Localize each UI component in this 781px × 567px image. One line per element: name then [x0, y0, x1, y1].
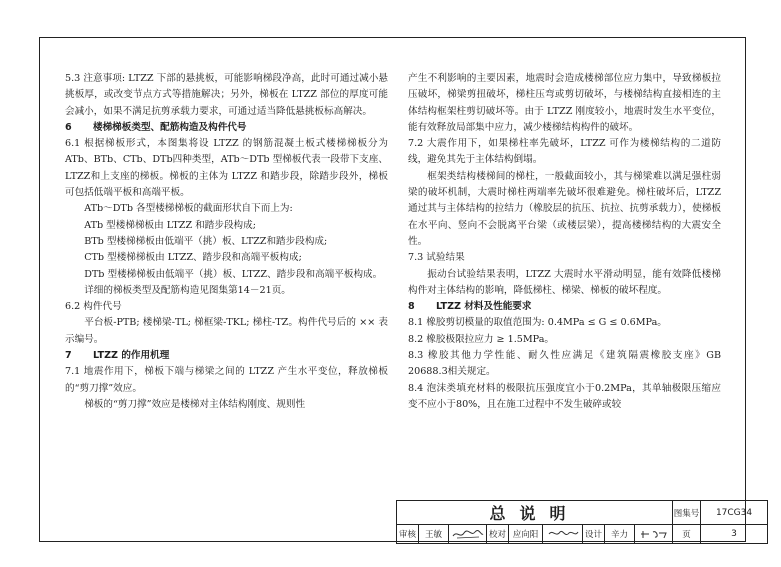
- title-cell: [397, 501, 673, 525]
- design-label: 设计: [583, 525, 605, 544]
- left-column: [65, 71, 388, 413]
- paragraph: 8.1 橡胶剪切模量的取值范围为: 0.4MPa ≤ G ≤ 0.6MPa。: [408, 317, 667, 329]
- right-column: [408, 71, 721, 413]
- paragraph: 5.3 注意事项: LTZZ 下部的悬挑板，可能影响梯段净高，此时可通过减小悬挑板厚，或改变节点方式等措施解决；另外，梯板在 LTZZ 部位的厚度可能会减小，如果不满足抗剪承载力要求，可通过适当降低悬挑板标高解决。: [65, 73, 388, 117]
- paragraph: 产生不利影响的主要因素，地震时会造成楼梯部位应力集中，导致梯板拉压破坏，梯梁剪扭破坏，梯柱压弯或剪切破坏，与楼梯结构直接相连的主体结构框架柱剪切破坏等。由于 LTZZ 刚度较小，地震时发生水平变位，能有效释放局部集中应力，减少楼梯结构构件的破坏。: [408, 73, 721, 133]
- paragraph: 6.2 构件代号: [65, 301, 122, 313]
- section-number: 7: [65, 350, 72, 362]
- designer-signature: [635, 525, 673, 544]
- paragraph: BTb 型楼梯梯板由低端平（挑）板、LTZZ和踏步段构成;: [84, 235, 328, 247]
- paragraph: ATb 型楼梯梯板由 LTZZ 和踏步段构成;: [84, 219, 256, 231]
- paragraph: ATb～DTb 各型楼梯梯板的截面形状自下而上为:: [84, 203, 293, 215]
- page-label: 页: [673, 525, 701, 544]
- drawing-frame: [39, 37, 753, 542]
- atlas-number: 17CG34: [701, 501, 768, 525]
- review-label: 审核: [397, 525, 419, 544]
- section-heading: [65, 120, 388, 136]
- paragraph: 8.2 橡胶极限拉应力 ≥ 1.5MPa。: [408, 333, 555, 345]
- paragraph: DTb 型楼梯梯板由低端平（挑）板、LTZZ、踏步段和高端平板构成。: [84, 268, 383, 280]
- page-number: 3: [701, 525, 768, 544]
- paragraph: 详细的梯板类型及配筋构造见图集第14－21页。: [84, 284, 291, 296]
- title-block: [396, 500, 753, 543]
- reviewer-name: 王敏: [419, 525, 449, 544]
- reviewer-signature: [449, 525, 487, 544]
- section-title: LTZZ 的作用机理: [93, 350, 170, 362]
- paragraph: 框架类结构楼梯间的梯柱，一般截面较小，其与梯梁难以满足强柱弱梁的破坏机制，大震时梯柱两端率先破坏很难避免。梯柱破坏后，LTZZ 通过其与主体结构的拉结力（橡胶层的抗压、抗拉、抗剪承载力），使梯板在水平向、竖向不会脱离平台梁（或楼层梁），提高楼梯结构的大震安全性。: [408, 170, 721, 247]
- paragraph: 梯板的“剪刀撑”效应是楼梯对主体结构刚度、规则性: [84, 398, 306, 410]
- paragraph: 7.2 大震作用下，如果梯柱率先破坏，LTZZ 可作为楼梯结构的二道防线，避免其先于主体结构倒塌。: [408, 138, 721, 166]
- designer-name: 辛力: [605, 525, 635, 544]
- section-number: 6: [65, 121, 72, 133]
- proof-label: 校对: [487, 525, 509, 544]
- section-title: LTZZ 材料及性能要求: [436, 301, 532, 313]
- section-heading: [408, 299, 721, 315]
- section-number: 8: [408, 301, 415, 313]
- proofer-signature: [543, 525, 583, 544]
- paragraph: 平台板-PTB; 楼梯梁-TL; 梯框梁-TKL; 梯柱-TZ。构件代号后的 ×× 表示编号。: [65, 317, 388, 345]
- paragraph: 6.1 根据梯板形式，本图集将设 LTZZ 的钢筋混凝土板式楼梯梯板分为ATb、BTb、CTb、DTb四种类型，ATb～DTb 型梯板代表一段带下支座、LTZZ和上支座的梯板。梯板的主体为 LTZZ 和踏步段，除踏步段外，梯板可包括低端平板和高端平板。: [65, 138, 388, 199]
- paragraph: 7.3 试验结果: [408, 252, 465, 264]
- section-title: 楼梯梯板类型、配筋构造及构件代号: [93, 121, 247, 133]
- page-title: 总说明: [489, 504, 580, 523]
- paragraph: 7.1 地震作用下，梯板下端与梯梁之间的 LTZZ 产生水平变位，释放梯板的“剪刀撑”效应。: [65, 366, 388, 394]
- paragraph: 振动台试验结果表明，LTZZ 大震时水平滑动明显，能有效降低楼梯构件对主体结构的影响，降低梯柱、梯梁、梯板的破坏程度。: [408, 268, 721, 296]
- paragraph: 8.3 橡胶其他力学性能、耐久性应满足《建筑隔震橡胶支座》GB 20688.3相关规定。: [408, 350, 721, 378]
- section-heading: [65, 348, 388, 364]
- paragraph: 8.4 泡沫类填充材料的极限抗压强度宜小于0.2MPa，其单轴极限压缩应变不应小于80%，且在施工过程中不发生破碎或较: [408, 382, 721, 410]
- paragraph: CTb 型楼梯梯板由 LTZZ、踏步段和高端平板构成;: [84, 252, 302, 264]
- proofer-name: 应向阳: [509, 525, 543, 544]
- atlas-label: 图集号: [673, 501, 701, 525]
